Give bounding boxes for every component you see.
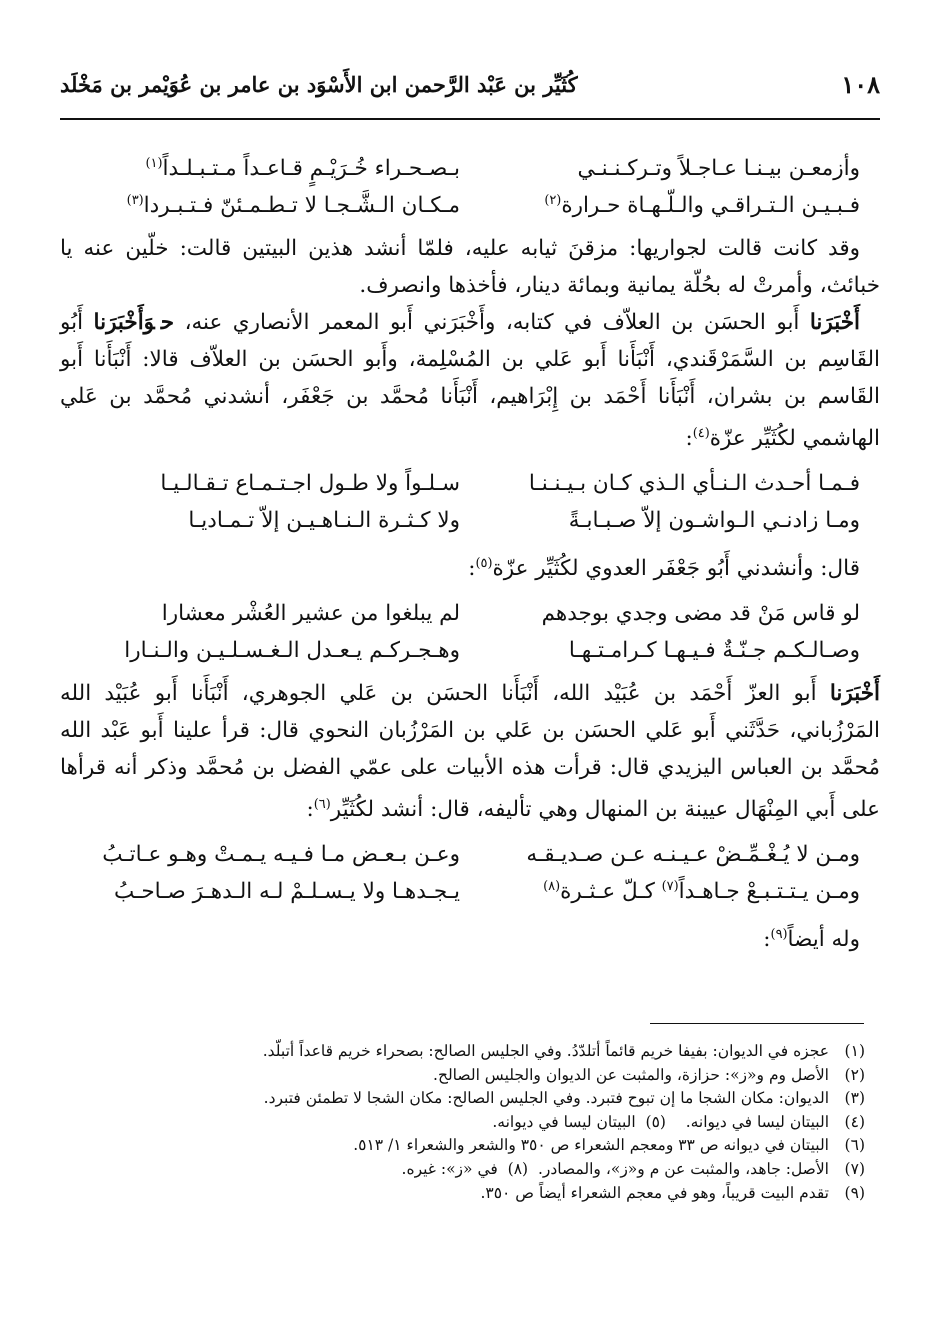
- footnote: [60, 1087, 865, 1111]
- verse-second-hemistich: سـلـواً ولا طـول اجـتـمـاع تـقـالـيـا: [160, 471, 460, 497]
- prose-paragraph: وقد كانت قالت لجواريها: مزقنَ ثيابه عليه، فلمّا أنشد هذين البيتين قالت: خلّين عنه يا خبائث، وأمرتْ له بحُلّة يمانية وبمائة دينار، فأخذها وانصرف.: [60, 236, 880, 298]
- tahwil-marker: ح: [160, 310, 175, 335]
- isnad-keyword: أَخْبَرَنا: [809, 310, 861, 335]
- page-header: [60, 70, 880, 106]
- footnote-text: الأصل: جاهد، والمثبت عن م و«ز»، والمصادر.: [537, 1159, 829, 1178]
- footnote-ref[interactable]: (٣): [126, 192, 144, 208]
- footnote-number: (٣): [844, 1089, 865, 1108]
- footnote-text: البيتان ليسا في ديوانه.: [492, 1112, 636, 1131]
- verse-line: [60, 502, 880, 539]
- footnote: [60, 1040, 865, 1064]
- verse-line: [60, 595, 880, 632]
- footnote-number: (٩): [844, 1183, 865, 1202]
- verse-second-hemistich: ولا كـثـرة الـنـاهـيـن إلاّ تـمـاديـا: [188, 508, 460, 534]
- footnote: [60, 1158, 865, 1182]
- running-title: كُثَيِّر بن عَبْد الرَّحمن ابن الأَسْوَد بن عامر بن عُوَيْمر بن مَخْلَد: [60, 72, 578, 97]
- footnote: [60, 1064, 865, 1088]
- verse-line: [60, 873, 880, 910]
- isnad-keyword: وَأَخْبَرَنا: [93, 310, 155, 335]
- footnote-number: (٢): [844, 1065, 865, 1084]
- footnote-ref[interactable]: (٩): [770, 927, 788, 943]
- verse-line: [60, 632, 880, 669]
- verse-line: [60, 836, 880, 873]
- verse-second-hemistich: يـجـدهـا ولا يـسـلـمْ لـه الـدهـرَ صـاحـبُ: [113, 879, 460, 905]
- footnote-text: الأصل وم و«ز»: حزازة، والمثبت عن الديوان والجليس الصالح.: [433, 1065, 829, 1084]
- prose-paragraph: وله أيضاً$^{(٩)}$:: [763, 927, 860, 953]
- footnote-number: (٤): [844, 1112, 865, 1131]
- footnote-separator: [650, 1023, 864, 1024]
- verse-second-hemistich: بـصـحـراء خُـرَيْـمٍ قـاعـداً مـتـبـلـداً$^{(١)}$: [145, 155, 460, 182]
- verse-first-hemistich: ومـا زادنـي الـواشـون إلاّ صـبـابـةً: [568, 508, 860, 534]
- verse-block: [60, 595, 880, 669]
- verse-line: [60, 150, 880, 187]
- verse-first-hemistich: وأزمعـن بيـنـا عـاجـلاً وتـركـنـنـي: [577, 156, 860, 181]
- verse-line: [60, 187, 880, 224]
- verse-first-hemistich: وصـالـكـم جـنّـةٌ فـيـهـا كـرامـتـهـا: [568, 638, 860, 664]
- verse-first-hemistich: فـبـيـن الـتـراقـي والـلّـهـاة حـرارة$^{(٢)}$: [544, 192, 860, 219]
- verse-block: [60, 150, 880, 224]
- footnote: [60, 1134, 865, 1158]
- footnote-text: البيتان في ديوانه ص ٣٣ ومعجم الشعراء ص ٣٥٠ والشعر والشعراء ١/ ٥١٣.: [353, 1136, 829, 1155]
- footnote-ref[interactable]: (١): [145, 155, 163, 171]
- verse-block: [60, 465, 880, 539]
- isnad-paragraph: أَخْبَرَنا أَبو العزّ أَحْمَد بن عُبَيْد الله، أَنْبَأَنا الحسَن بن عَلي الجوهري، أَنْبَأَنا أَبو عُبَيْد الله المَرْزُباني، حَدَّثَني أَبو عَلي الحسَن بن عَلي بن المَرْزُبان النحوي قال: قرأ علينا أَبو عَبْد الله مُحمَّد بن العباس اليزيدي قال: قرأت هذه الأبيات على عمّي الفضل بن مُحمَّد وذكر أنه قرأها على أَبي المِنْهَال عيينة بن المنهال وهي تأليفه، قال: أنشد لكُثَيِّر$^{(٦)}$:: [60, 681, 880, 823]
- footnote-text: الديوان: مكان الشجا ما إن تبوح فتبرد. وفي الجليس الصالح: مكان الشجا لا تطمئن فتبرد.: [263, 1089, 829, 1108]
- footnote-number: (٨): [507, 1159, 529, 1178]
- footnote-text: البيتان ليسا في ديوانه.: [685, 1112, 829, 1131]
- prose-paragraph: قال: وأنشدني أَبُو جَعْفَر العدوي لكُثَيِّر عزّة$^{(٥)}$:: [468, 556, 860, 582]
- footnote-ref[interactable]: (٤): [692, 426, 710, 441]
- footnote: [60, 1111, 865, 1135]
- verse-second-hemistich: مـكـان الـشَّـجـا لا تـطـمـئنّ فـتـبـردا$^{(٣)}$: [126, 192, 460, 219]
- footnote-ref[interactable]: (٧): [661, 879, 679, 895]
- verse-block: [60, 836, 880, 910]
- verse-second-hemistich: وعـن بـعـض مـا فـيـه يـمـتْ وهـو عـاتـبُ: [102, 842, 460, 868]
- footnote-text: عجزه في الديوان: بفيفا خريم قائماً أتلدّدُ. وفي الجليس الصالح: بصحراء خريم قاعداً أتبلّد.: [262, 1042, 829, 1060]
- footnotes: [60, 1040, 865, 1205]
- footnote-ref[interactable]: (٢): [544, 192, 562, 208]
- footnote-number: (٧): [844, 1159, 865, 1178]
- verse-first-hemistich: فـمـا أحـدث الـنـأي الـذي كـان بـيـنـنـا: [528, 471, 860, 497]
- footnote-ref[interactable]: (٨): [543, 879, 561, 895]
- footnote-number: (١): [844, 1042, 865, 1060]
- main-text: [60, 142, 880, 959]
- verse-first-hemistich: ومـن يـتـتـبـعْ جـاهـداً$^{(٧)}$ كـلّ عـثـرة$^{(٨)}$: [543, 879, 860, 905]
- footnote-ref[interactable]: (٥): [475, 556, 493, 572]
- footnote-ref[interactable]: (٦): [313, 797, 331, 813]
- verse-line: [60, 465, 880, 502]
- isnad-paragraph: أَخْبَرَنا أَبو الحسَن بن العلاّف في كتابه، وأَخْبَرَني أَبو المعمر الأنصاري عنه، حوَأَخْبَرَنا أَبُو القَاسِم بن السَّمَرْقَندي، أَنْبَأَنا أَبو عَلي بن المُسْلِمة، وأَبو الحسَن بن العلاّف قالا: أَنْبَأَنا أَبو القَاسم بن بشران، أَنْبَأَنا أَحْمَد بن إِبْرَاهيم، أَنْبَأَنا مُحمَّد بن جَعْفَر، أنشدني مُحمَّد بن عَلي الهاشمي لكُثَيِّر عزّة$^{(٤)}$:: [60, 310, 880, 452]
- footnote-text: تقدم البيت قريباً، وهو في معجم الشعراء أيضاً ص ٣٥٠.: [480, 1183, 829, 1202]
- isnad-keyword: أَخْبَرَنا: [829, 681, 880, 707]
- verse-first-hemistich: لو قاس مَنْ قد مضى وجدي بوجدهم: [541, 601, 860, 627]
- verse-second-hemistich: لم يبلغوا من عشير العُشْر معشارا: [161, 601, 460, 627]
- footnote-number: (٥): [645, 1112, 666, 1131]
- page-number: ١٠٨: [841, 70, 880, 99]
- footnote-text: في «ز»: غيره.: [401, 1159, 498, 1178]
- footnote: [60, 1182, 865, 1206]
- footnote-number: (٦): [844, 1136, 865, 1155]
- verse-second-hemistich: وهـجـركـم يـعـدل الـغـسـلـيـن والـنـارا: [124, 638, 460, 664]
- header-rule: [60, 118, 880, 120]
- verse-first-hemistich: ومـن لا يُـغْـمِّـضْ عـيـنـه عـن صـديـقـه: [526, 842, 860, 868]
